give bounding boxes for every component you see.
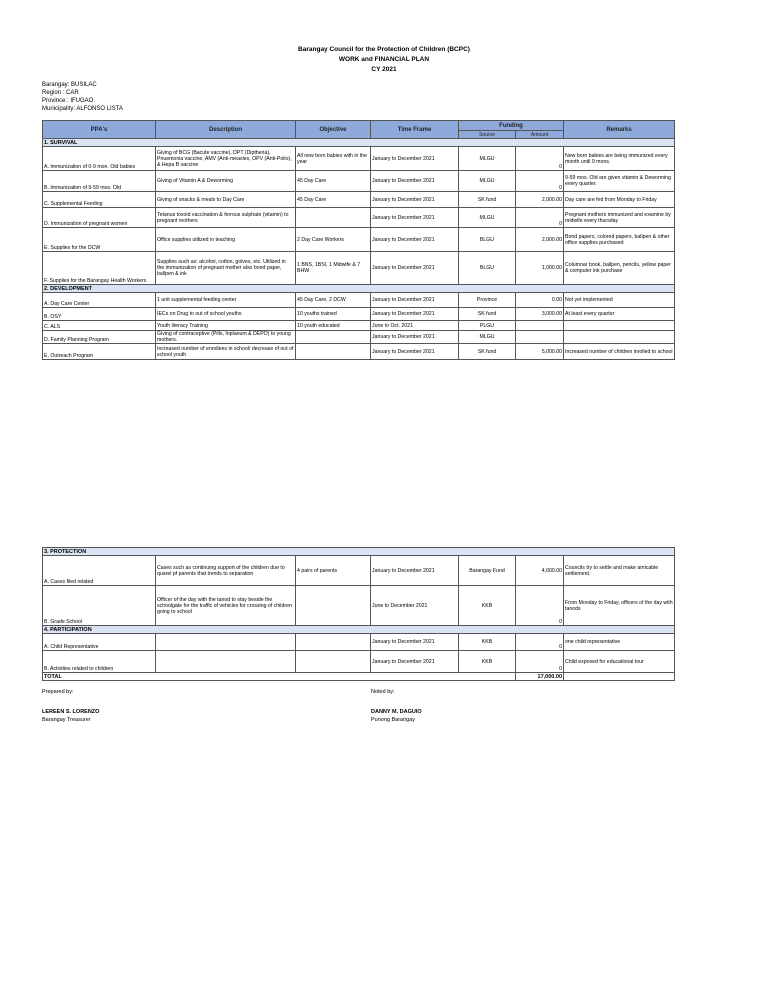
ppa-cell: A. Immunization of 0-9 mon. Old babies xyxy=(43,147,156,171)
noted-by-title: Punong Barangay xyxy=(371,717,416,723)
table-row xyxy=(43,308,675,321)
amount-cell: 3,000.00 xyxy=(516,308,564,321)
description-cell: Giving of snacks & meals to Day Care xyxy=(156,192,296,208)
source-cell: KKB xyxy=(459,586,516,626)
ppa-cell: A. Cases filed related xyxy=(43,556,156,586)
objective-cell: 45 Day Care xyxy=(296,192,371,208)
objective-cell: 45 Day Care, 2 DCW xyxy=(296,293,371,308)
ppa-cell: A. Day Care Center xyxy=(43,293,156,308)
amount-cell: 2,000.00 xyxy=(516,228,564,252)
source-cell: SK fund xyxy=(459,344,516,360)
remarks-cell: Day care are fed from Monday to Friday xyxy=(564,192,675,208)
remarks-cell: At least every quarter xyxy=(564,308,675,321)
amount-cell xyxy=(516,331,564,344)
amount-cell: 0 xyxy=(516,208,564,228)
amount-cell: 4,000.00 xyxy=(516,556,564,586)
total-remarks xyxy=(564,673,675,681)
prepared-by-label: Prepared by: xyxy=(42,689,74,695)
total-row xyxy=(43,673,675,681)
noted-by-name: DANNY M. DAGUIO xyxy=(371,709,422,715)
info-block xyxy=(42,81,123,113)
remarks-cell: Bond papers, colored papers, ballpen & other office supplies purchased xyxy=(564,228,675,252)
objective-cell: 10 youths trained xyxy=(296,308,371,321)
remarks-cell: one child representative xyxy=(564,634,675,651)
section-title: 2. DEVELOPMENT xyxy=(43,285,675,293)
source-cell: MLGU xyxy=(459,208,516,228)
section-row xyxy=(43,548,675,556)
remarks-cell: From Monday to Friday, officers of the day with tanods xyxy=(564,586,675,626)
objective-cell xyxy=(296,331,371,344)
source-cell: Barangay Fund xyxy=(459,556,516,586)
description-cell: Giving of BCG (Bacute vaccine), DPT (Diptheria), Pnuemonia vaccine, AMV (Anti-measles, OPV (Anti-Polio), & Hepa B vaccine xyxy=(156,147,296,171)
objective-cell: 2 Day Care Workers xyxy=(296,228,371,252)
ppa-cell: B. Grade School xyxy=(43,586,156,626)
objective-cell xyxy=(296,586,371,626)
table-row xyxy=(43,293,675,308)
source-cell: MLGU xyxy=(459,147,516,171)
description-cell: 1 unit supplemental feeding center xyxy=(156,293,296,308)
timeframe-cell: January to December 2021 xyxy=(371,556,459,586)
ppa-cell: B. Activities related to children xyxy=(43,651,156,673)
timeframe-cell: January to December 2021 xyxy=(371,651,459,673)
description-cell: Increased number of enrollees in school/ decrease of out of school youth xyxy=(156,344,296,360)
amount-cell: 0 xyxy=(516,147,564,171)
timeframe-cell: January to December 2021 xyxy=(371,192,459,208)
source-cell: SK fund xyxy=(459,192,516,208)
remarks-cell: 9-59 mos. Old are given vitamin & Deworming every quarter. xyxy=(564,171,675,192)
source-cell: BLGU xyxy=(459,252,516,285)
barangay-label: Barangay: BUSILAC xyxy=(42,82,97,88)
description-cell: Giving of contraceptive (Pills, Inplanum & DEPO) to young mothers. xyxy=(156,331,296,344)
region-label: Region : CAR xyxy=(42,90,79,96)
description-cell xyxy=(156,651,296,673)
section-row xyxy=(43,285,675,293)
objective-cell: 45 Day Care xyxy=(296,171,371,192)
ppa-cell: F. Supplies for the Barangay Health Workers xyxy=(43,252,156,285)
remarks-cell xyxy=(564,321,675,331)
objective-cell: 10 youth educated xyxy=(296,321,371,331)
description-cell: IECs on Drug to out of school youths xyxy=(156,308,296,321)
objective-cell: 1 BNS, 1BSI, 1 Midwife & 7 BHW xyxy=(296,252,371,285)
objective-cell: All new born babies with in the year xyxy=(296,147,371,171)
remarks-cell: Not yet implemented xyxy=(564,293,675,308)
source-cell: BLGU xyxy=(459,228,516,252)
section-title: 3. PROTECTION xyxy=(43,548,675,556)
col-ppa: PPA's xyxy=(43,121,156,139)
amount-cell: 0 xyxy=(516,171,564,192)
table-row xyxy=(43,586,675,626)
table-row xyxy=(43,147,675,171)
amount-cell: 0.00 xyxy=(516,293,564,308)
amount-cell: 5,000.00 xyxy=(516,344,564,360)
table-row xyxy=(43,331,675,344)
municipality-label: Municipality: ALFONSO LISTA xyxy=(42,106,123,112)
objective-cell xyxy=(296,208,371,228)
table-row xyxy=(43,651,675,673)
table-row xyxy=(43,228,675,252)
amount-cell xyxy=(516,321,564,331)
prepared-by-block xyxy=(42,688,99,724)
ppa-cell: E. Outreach Program xyxy=(43,344,156,360)
ppa-cell: B. Immunization of 9-59 mos. Old xyxy=(43,171,156,192)
table-row xyxy=(43,252,675,285)
prepared-by-title: Barangay Treasurer xyxy=(42,717,91,723)
objective-cell xyxy=(296,344,371,360)
objective-cell xyxy=(296,651,371,673)
table-row xyxy=(43,634,675,651)
source-cell: Province xyxy=(459,293,516,308)
description-cell: Giving of Vitamin A & Deworming xyxy=(156,171,296,192)
noted-by-label: Noted by: xyxy=(371,689,395,695)
source-cell: PLGU xyxy=(459,321,516,331)
section-title: 4. PARTICIPATION xyxy=(43,626,675,634)
remarks-cell xyxy=(564,331,675,344)
table-row xyxy=(43,344,675,360)
section-title: 1. SURVIVAL xyxy=(43,139,675,147)
remarks-cell: Pregnant mothers immunized and examine by midwife every thursday xyxy=(564,208,675,228)
ppa-cell: D. Family Planning Program xyxy=(43,331,156,344)
col-remarks: Remarks xyxy=(564,121,675,139)
amount-cell: 0 xyxy=(516,586,564,626)
amount-cell: 0 xyxy=(516,634,564,651)
timeframe-cell: January to December 2021 xyxy=(371,147,459,171)
description-cell: Cases such as continuing support of the children due to quarel pf parents that trends to separation xyxy=(156,556,296,586)
amount-cell: 1,000.00 xyxy=(516,252,564,285)
remarks-cell: New born babies are being immunized every month until 9 mons. xyxy=(564,147,675,171)
source-cell: SK fund xyxy=(459,308,516,321)
timeframe-cell: January to December 2021 xyxy=(371,208,459,228)
col-description: Description xyxy=(156,121,296,139)
source-cell: KKB xyxy=(459,634,516,651)
timeframe-cell: January to December 2021 xyxy=(371,308,459,321)
objective-cell xyxy=(296,634,371,651)
timeframe-cell: January to December 2021 xyxy=(371,228,459,252)
description-cell: Tetanus toxoid vaccination & ferrous sulphate (vitamin) to pregnant mothers xyxy=(156,208,296,228)
description-cell: Office supplies utilized in teaching xyxy=(156,228,296,252)
ppa-cell: E. Supplies for the DCW xyxy=(43,228,156,252)
ppa-cell: C. ALS xyxy=(43,321,156,331)
ppa-cell: C. Supplemental Feeding xyxy=(43,192,156,208)
document-year: CY 2021 xyxy=(371,66,397,73)
description-cell: Youth literacy Training xyxy=(156,321,296,331)
description-cell: Supplies such as: alcohol, cotton, golves, etc. Utilized in the immunization of pregnant mother also bond paper, ballpen & ink xyxy=(156,252,296,285)
source-cell: MLGU xyxy=(459,171,516,192)
table-row xyxy=(43,321,675,331)
table-row xyxy=(43,208,675,228)
remarks-cell: Increased number of children inrolled to school xyxy=(564,344,675,360)
timeframe-cell: January to December 2021 xyxy=(371,331,459,344)
timeframe-cell: January to December 2021 xyxy=(371,344,459,360)
plan-table-1 xyxy=(42,120,675,360)
remarks-cell: Councils try to settle and make amicable settlement. xyxy=(564,556,675,586)
description-cell xyxy=(156,634,296,651)
objective-cell: 4 pairs of parents xyxy=(296,556,371,586)
timeframe-cell: June to December 2021 xyxy=(371,586,459,626)
remarks-cell: Columnar book, ballpen, pencils, yellow paper & computer ink purchase xyxy=(564,252,675,285)
ppa-cell: A. Child Representative xyxy=(43,634,156,651)
ppa-cell: B. OSY xyxy=(43,308,156,321)
table-row xyxy=(43,171,675,192)
description-cell: Officer of the day with the tanod to stay beside the schoolgate for the traffic of vehicles for crossing of children going to school xyxy=(156,586,296,626)
source-cell: MLGU xyxy=(459,331,516,344)
noted-by-block xyxy=(371,688,422,724)
prepared-by-name: LEREEN S. LORENZO xyxy=(42,709,100,715)
timeframe-cell: June to Oct. 2021 xyxy=(371,321,459,331)
amount-cell: 0 xyxy=(516,651,564,673)
table-row xyxy=(43,192,675,208)
timeframe-cell: January to December 2021 xyxy=(371,634,459,651)
source-cell: KKB xyxy=(459,651,516,673)
col-amount: Amount xyxy=(516,131,564,139)
section-row xyxy=(43,139,675,147)
col-objective: Objective xyxy=(296,121,371,139)
section-row xyxy=(43,626,675,634)
province-label: Province : IFUGAO xyxy=(42,98,94,104)
timeframe-cell: January to December 2021 xyxy=(371,293,459,308)
timeframe-cell: January to December 2021 xyxy=(371,252,459,285)
col-funding: Funding xyxy=(459,121,564,131)
ppa-cell: D. Immunization of pregnant women xyxy=(43,208,156,228)
col-source: Source xyxy=(459,131,516,139)
document-subtitle: WORK and FINANCIAL PLAN xyxy=(338,56,430,63)
total-label: TOTAL xyxy=(43,673,516,681)
timeframe-cell: January to December 2021 xyxy=(371,171,459,192)
table-row xyxy=(43,556,675,586)
plan-table-2 xyxy=(42,547,675,681)
document-title: Barangay Council for the Protection of Children (BCPC) xyxy=(298,46,470,53)
remarks-cell: Child exposed for educational tour xyxy=(564,651,675,673)
amount-cell: 2,000.00 xyxy=(516,192,564,208)
total-amount: 17,000.00 xyxy=(516,673,564,681)
col-timeframe: Time Frame xyxy=(371,121,459,139)
